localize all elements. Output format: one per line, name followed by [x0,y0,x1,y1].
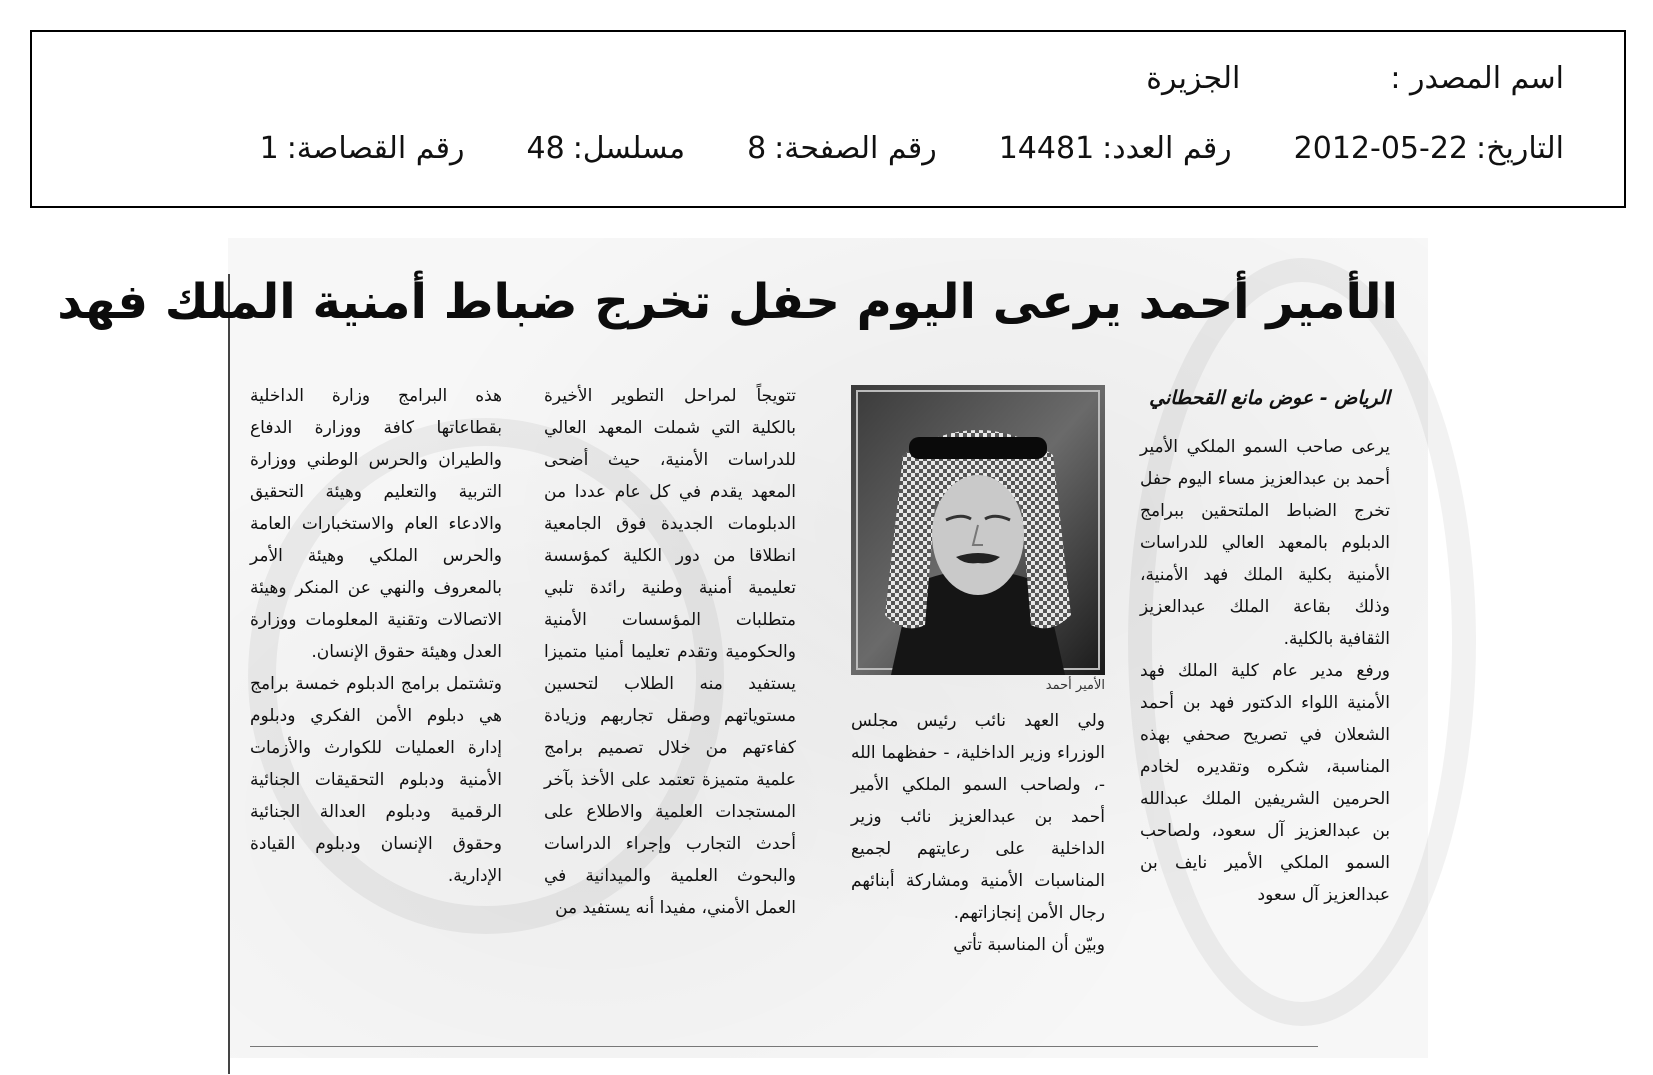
source-value: الجزيرة [1146,60,1241,96]
metadata-line-details [72,126,1564,170]
portrait-illustration [851,385,1105,675]
article-byline: الرياض - عوض مانع القحطاني [1149,387,1390,409]
serial-label: مسلسل: [572,130,686,166]
newspaper-clipping [57,238,1428,1058]
paragraph: يرعى صاحب السمو الملكي الأمير أحمد بن عبدالعزيز مساء اليوم حفل تخرج الضباط الملتحقين ببرامج الدبلوم بالمعهد العالي للدراسات الأمنية بكلية الملك فهد الأمنية، وذلك بقاعة الملك عبدالعزيز الثقافية بالكلية. [1140,437,1390,649]
clipping-edge-line [228,274,230,1074]
clip-value: 1 [259,130,279,166]
photo-caption: الأمير أحمد [1045,678,1105,693]
date-label: التاريخ: [1476,130,1564,166]
bottom-divider [250,1046,1318,1047]
paragraph: وتشتمل برامج الدبلوم خمسة برامج هي دبلوم الأمن الفكري ودبلوم إدارة العمليات للكوارث والأزمات الأمنية ودبلوم التحقيقات الجنائية الرقمية ودبلوم العدالة الجنائية وحقوق الإنسان ودبلوم القيادة الإدارية. [250,674,502,886]
metadata-line-source [72,56,1564,100]
source-label: اسم المصدر : [1390,60,1564,96]
paragraph: ورفع مدير عام كلية الملك فهد الأمنية اللواء الدكتور فهد بن أحمد الشعلان في تصريح صحفي بهذه المناسبة، شكره وتقديره لخادم الحرمين الشريفين الملك عبدالله بن عبدالعزيز آل سعود، ولصاحب السمو الملكي الأمير نايف بن عبدالعزيز آل سعود [1140,661,1390,905]
metadata-box [30,30,1626,208]
issue-label: رقم العدد: [1102,130,1232,166]
issue-field [999,131,1232,166]
page-value: 8 [747,130,767,166]
article-column-3 [544,380,796,924]
page-field [747,131,937,166]
article-column-1 [1140,383,1390,911]
paragraph: وبيّن أن المناسبة تأتي [953,935,1105,955]
article-headline: الأمير أحمد يرعى اليوم حفل تخرج ضباط أمنية الملك فهد [57,274,1398,330]
date-field [1294,131,1564,166]
serial-value: 48 [526,130,565,166]
paragraph: تتويجاً لمراحل التطوير الأخيرة بالكلية التي شملت المعهد العالي للدراسات الأمنية، حيث أضحى المعهد يقدم في كل عام عددا من الدبلومات الجديدة فوق الجامعية انطلاقا من دور الكلية كمؤسسة تعليمية أمنية وطنية رائدة تلبي متطلبات المؤسسات الأمنية والحكومية وتقدم تعليما أمنيا متميزا يستفيد منه الطلاب لتحسين مستوياتهم وصقل تجاربهم وزيادة كفاءتهم من خلال تصميم برامج علمية متميزة تعتمد على الأخذ بآخر المستجدات العلمية والاطلاع على أحدث التجارب وإجراء الدراسات والبحوث العلمية والميدانية في العمل الأمني، مفيدا أنه يستفيد من [544,386,796,918]
serial-field [527,131,686,166]
page-label: رقم الصفحة: [774,130,937,166]
date-value: 2012-05-22 [1293,130,1469,166]
clip-label: رقم القصاصة: [286,130,465,166]
issue-value: 14481 [998,130,1095,166]
paragraph: ولي العهد نائب رئيس مجلس الوزراء وزير الداخلية، - حفظهما الله -، ولصاحب السمو الملكي الأمير أحمد بن عبدالعزيز نائب وزير الداخلية على رعايتهم لجميع المناسبات الأمنية ومشاركة أبنائهم رجال الأمن إنجازاتهم. [851,711,1105,923]
article-column-2 [851,705,1105,961]
paragraph: هذه البرامج وزارة الداخلية بقطاعاتها كافة ووزارة الدفاع والطيران والحرس الوطني ووزارة التربية والتعليم وهيئة التحقيق والادعاء العام والاستخبارات العامة والحرس الملكي وهيئة الأمر بالمعروف والنهي عن المنكر وهيئة الاتصالات وتقنية المعلومات ووزارة العدل وهيئة حقوق الإنسان. [250,386,502,662]
article-column-4 [250,380,502,892]
portrait-photo [851,385,1105,675]
clip-field [260,131,465,166]
